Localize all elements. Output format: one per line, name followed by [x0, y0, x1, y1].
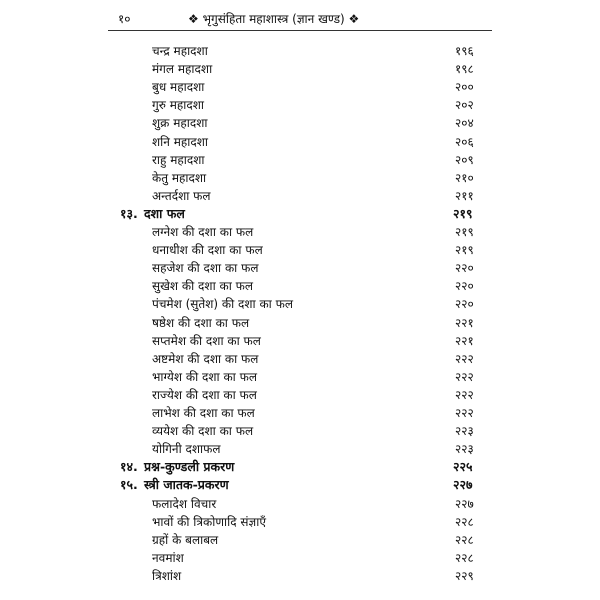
entry-page-number: २२०	[455, 297, 474, 312]
section-number: १५.	[120, 477, 138, 493]
entry-title: स्त्री जातक-प्रकरण	[144, 477, 229, 493]
toc-entry-row	[0, 531, 600, 549]
entry-title: नवमांश	[152, 550, 184, 565]
entry-page-number: २२३	[455, 424, 474, 439]
toc-entry-row	[0, 513, 600, 531]
entry-page-number: २२२	[455, 387, 474, 402]
entry-page-number: २२०	[455, 261, 474, 276]
entry-title: राज्येश की दशा का फल	[152, 387, 257, 402]
entry-page-number: २१९	[455, 225, 474, 239]
toc-entry-row	[0, 495, 600, 513]
entry-title: ग्रहों के बलाबल	[152, 532, 219, 547]
toc-entry-row	[0, 549, 600, 567]
entry-title: अन्तर्दशा फल	[152, 188, 211, 203]
header-rule	[108, 30, 492, 31]
toc-entry-row	[0, 133, 600, 151]
running-title: ❖ भृगुसंहिता महाशास्त्र (ज्ञान खण्ड) ❖	[188, 12, 360, 26]
toc-entry-row	[0, 440, 600, 458]
entry-title: भाग्येश की दशा का फल	[152, 369, 257, 384]
toc-section-row	[0, 476, 600, 494]
entry-page-number: २११	[455, 188, 474, 203]
entry-page-number: २२१	[455, 333, 474, 348]
toc-section-row	[0, 205, 600, 223]
toc-entry-row	[0, 314, 600, 332]
entry-title: गुरु महादशा	[152, 98, 205, 113]
entry-page-number: २२७	[455, 496, 474, 511]
entry-page-number: २२९	[455, 568, 474, 583]
page-number: १०	[118, 12, 131, 26]
toc-entry-row	[0, 187, 600, 205]
entry-title: अष्टमेश की दशा का फल	[152, 351, 259, 366]
entry-page-number: २२२	[455, 369, 474, 384]
entry-page-number: २१०	[455, 170, 474, 185]
entry-title: चन्द्र महादशा	[152, 44, 208, 58]
toc-entry-row	[0, 567, 600, 585]
entry-page-number: २००	[455, 80, 474, 95]
entry-page-number: २२२	[455, 351, 474, 366]
entry-title: पंचमेश (सुतेश) की दशा का फल	[152, 297, 293, 312]
entry-title: षष्ठेश की दशा का फल	[152, 315, 250, 330]
entry-page-number: २२२	[455, 406, 474, 420]
entry-page-number: २२७	[453, 477, 473, 493]
entry-page-number: १९६	[455, 44, 474, 58]
entry-page-number: २२३	[455, 442, 474, 457]
entry-title: दशा फल	[144, 205, 185, 221]
entry-page-number: २१९	[453, 205, 473, 221]
entry-title: भावों की त्रिकोणादि संज्ञाएँ	[152, 514, 266, 529]
entry-title: लग्नेश की दशा का फल	[152, 225, 254, 239]
toc-entry-row	[0, 259, 600, 277]
entry-title: सहजेश की दशा का फल	[152, 261, 259, 276]
toc-entry-row	[0, 350, 600, 368]
entry-title: फलादेश विचार	[152, 496, 217, 511]
entry-page-number: २२८	[455, 532, 474, 547]
toc-entry-row	[0, 386, 600, 404]
entry-title: शनि महादशा	[152, 134, 209, 149]
entry-page-number: १९८	[455, 62, 474, 77]
toc-entry-row	[0, 223, 600, 241]
entry-title: मंगल महादशा	[152, 62, 213, 77]
entry-page-number: २०२	[455, 98, 474, 113]
toc-entry-row	[0, 241, 600, 259]
toc-section-row	[0, 458, 600, 476]
entry-page-number: २२८	[455, 550, 474, 565]
toc-entry-row	[0, 295, 600, 313]
entry-page-number: २०९	[455, 152, 474, 167]
entry-page-number: २०४	[455, 116, 474, 131]
entry-title: प्रश्न-कुण्डली प्रकरण	[144, 459, 235, 475]
entry-page-number: २२८	[455, 514, 474, 529]
entry-page-number: २१९	[455, 243, 474, 258]
entry-title: सुखेश की दशा का फल	[152, 279, 254, 294]
entry-title: त्रिशांश	[152, 568, 182, 583]
page-header	[108, 8, 488, 30]
entry-title: योगिनी दशाफल	[152, 442, 221, 457]
toc-entry-row	[0, 114, 600, 132]
entry-title: सप्तमेश की दशा का फल	[152, 333, 261, 348]
toc-entry-row	[0, 404, 600, 422]
section-number: १४.	[120, 459, 138, 475]
toc-entry-row	[0, 60, 600, 78]
toc-entry-row	[0, 422, 600, 440]
toc-entry-row	[0, 368, 600, 386]
entry-title: व्ययेश की दशा का फल	[152, 424, 254, 439]
toc-entry-row	[0, 151, 600, 169]
entry-title: राहु महादशा	[152, 152, 205, 167]
toc-entry-row	[0, 169, 600, 187]
entry-title: लाभेश की दशा का फल	[152, 406, 255, 420]
toc-entry-row	[0, 277, 600, 295]
toc-entry-row	[0, 78, 600, 96]
entry-page-number: २२१	[455, 315, 474, 330]
toc-entry-row	[0, 96, 600, 114]
toc-entry-row	[0, 332, 600, 350]
entry-page-number: २२५	[453, 459, 473, 475]
entry-title: बुध महादशा	[152, 80, 205, 95]
entry-title: शुक्र महादशा	[152, 116, 208, 131]
entry-title: केतु महादशा	[152, 170, 207, 185]
entry-title: धनाधीश की दशा का फल	[152, 243, 263, 258]
section-number: १३.	[120, 205, 138, 221]
entry-page-number: २०६	[455, 134, 474, 149]
toc-entry-row	[0, 42, 600, 60]
entry-page-number: २२०	[455, 279, 474, 294]
